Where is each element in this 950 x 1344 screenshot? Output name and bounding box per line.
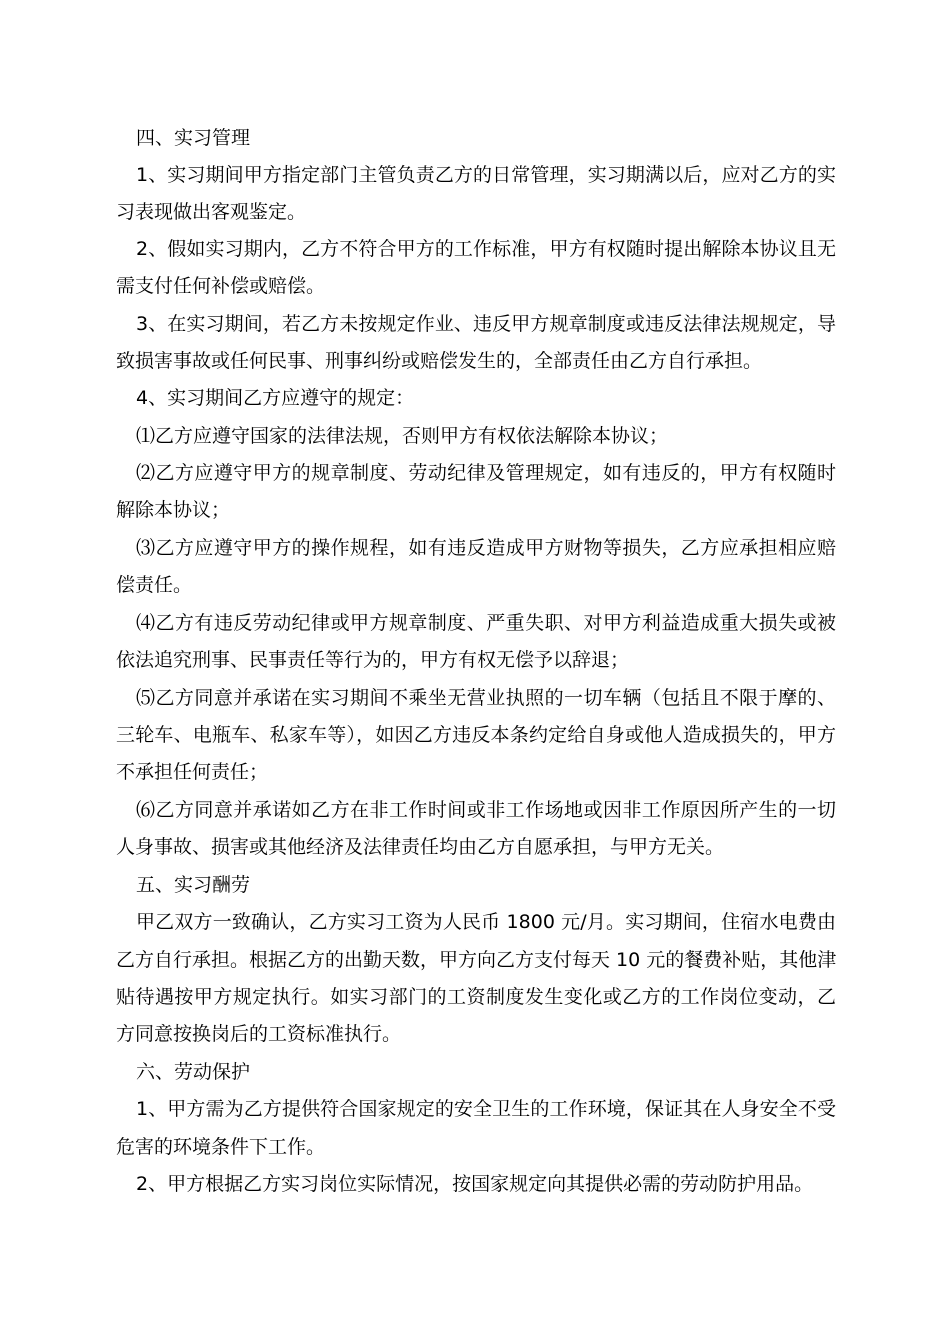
paragraph-line: 习表现做出客观鉴定。 bbox=[116, 201, 307, 223]
paragraph-line: 贴待遇按甲方规定执行。如实习部门的工资制度发生变化或乙方的工作岗位变动，乙 bbox=[116, 986, 836, 1008]
section-heading-internship-management: 四、实习管理 bbox=[136, 127, 251, 149]
paragraph-line: 1、甲方需为乙方提供符合国家规定的安全卫生的工作环境，保证其在人身安全不受 bbox=[136, 1098, 836, 1120]
list-item-line: 解除本协议； bbox=[116, 499, 231, 521]
paragraph-line: 1、实习期间甲方指定部门主管负责乙方的日常管理，实习期满以后，应对乙方的实 bbox=[136, 164, 836, 186]
paragraph-line: 甲乙双方一致确认，乙方实习工资为人民币 1800 元/月。实习期间，住宿水电费由 bbox=[136, 911, 836, 933]
list-item-line: 偿责任。 bbox=[116, 574, 193, 596]
paragraph-line: 需支付任何补偿或赔偿。 bbox=[116, 275, 326, 297]
paragraph-line: 乙方自行承担。根据乙方的出勤天数，甲方向乙方支付每天 10 元的餐费补贴，其他津 bbox=[116, 949, 837, 971]
paragraph-line: 4、实习期间乙方应遵守的规定： bbox=[136, 387, 415, 409]
paragraph-line: 3、在实习期间，若乙方未按规定作业、违反甲方规章制度或违反法律法规规定，导 bbox=[136, 313, 836, 335]
section-heading-labor-protection: 六、劳动保护 bbox=[136, 1061, 251, 1083]
list-item-line: ⑶乙方应遵守甲方的操作规程，如有违反造成甲方财物等损失，乙方应承担相应赔 bbox=[136, 537, 836, 559]
list-item-line: 三轮车、电瓶车、私家车等），如因乙方违反本条约定给自身或他人造成损失的，甲方 bbox=[116, 724, 836, 746]
list-item-line: ⑹乙方同意并承诺如乙方在非工作时间或非工作场地或因非工作原因所产生的一切 bbox=[136, 799, 836, 821]
list-item-line: ⑷乙方有违反劳动纪律或甲方规章制度、严重失职、对甲方利益造成重大损失或被 bbox=[136, 612, 836, 634]
paragraph-line: 2、甲方根据乙方实习岗位实际情况，按国家规定向其提供必需的劳动防护用品。 bbox=[136, 1173, 814, 1195]
list-item-line: 依法追究刑事、民事责任等行为的，甲方有权无偿予以辞退； bbox=[116, 649, 630, 671]
list-item-line: 不承担任何责任； bbox=[116, 761, 269, 783]
paragraph-line: 致损害事故或任何民事、刑事纠纷或赔偿发生的，全部责任由乙方自行承担。 bbox=[116, 350, 763, 372]
section-heading-internship-pay: 五、实习酬劳 bbox=[136, 874, 251, 896]
paragraph-line: 危害的环境条件下工作。 bbox=[116, 1136, 326, 1158]
paragraph-line: 2、假如实习期内，乙方不符合甲方的工作标准，甲方有权随时提出解除本协议且无 bbox=[136, 238, 836, 260]
list-item-line: ⑴乙方应遵守国家的法律法规，否则甲方有权依法解除本协议； bbox=[136, 425, 669, 447]
list-item-line: ⑸乙方同意并承诺在实习期间不乘坐无营业执照的一切车辆（包括且不限于摩的、 bbox=[136, 687, 836, 709]
list-item-line: ⑵乙方应遵守甲方的规章制度、劳动纪律及管理规定，如有违反的，甲方有权随时 bbox=[136, 462, 836, 484]
list-item-line: 人身事故、损害或其他经济及法律责任均由乙方自愿承担，与甲方无关。 bbox=[116, 836, 725, 858]
paragraph-line: 方同意按换岗后的工资标准执行。 bbox=[116, 1023, 402, 1045]
